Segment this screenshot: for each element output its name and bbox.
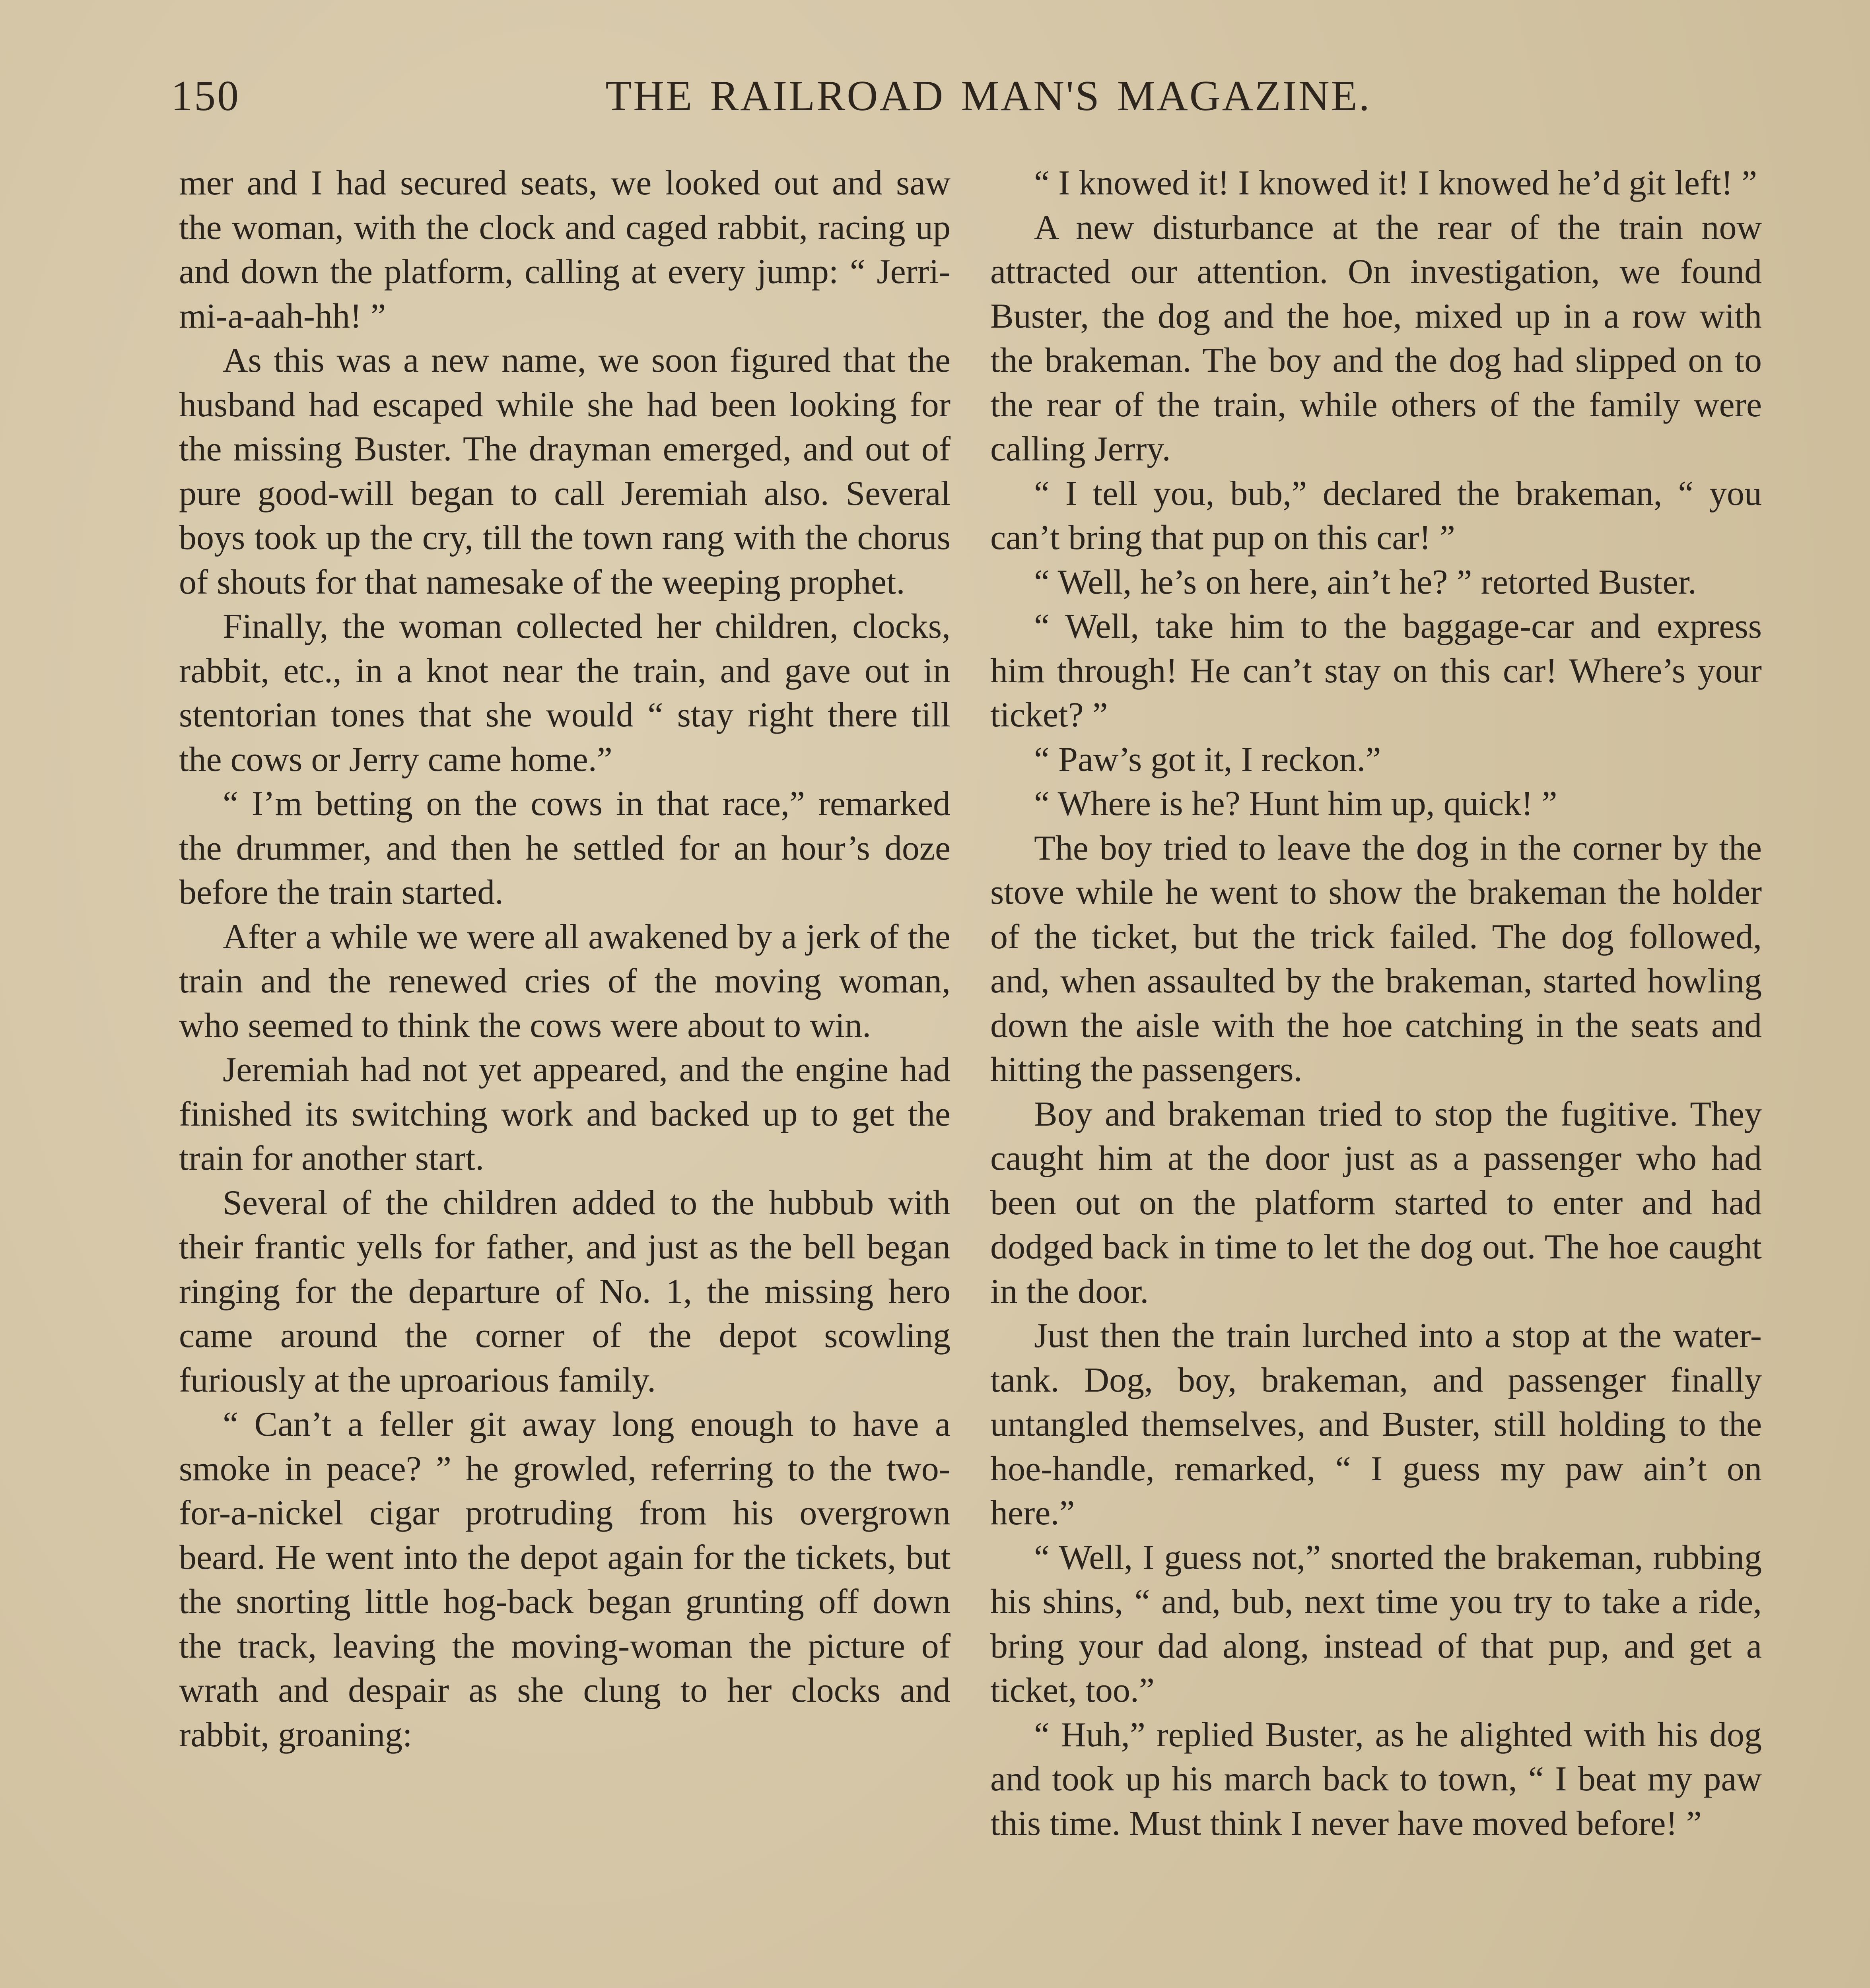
paragraph: As this was a new name, we soon figured that the husband had escaped while she had been looking for the missing Buster. The drayman emerged, and out of pure good-will began to call Jeremiah also. Several boys took up the cry, till the town rang with the chorus of shouts for that namesake of the weeping prophet. (179, 341, 951, 602)
right-column (990, 161, 1762, 1846)
paragraph: The boy tried to leave the dog in the corner by the stove while he went to show the brakeman the holder of the ticket, but the trick failed. The dog followed, and, when assaulted by the brakeman, started howling down the aisle with the hoe catching in the seats and hitting the passengers. (990, 829, 1762, 1089)
paragraph: After a while we were all awakened by a jerk of the train and the renewed cries of the moving woman, who seemed to think the cows were about to win. (179, 917, 951, 1045)
paragraph: “ I’m betting on the cows in that race,” remarked the drummer, and then he settled for an hour’s doze before the train started. (179, 784, 951, 912)
paragraph: “ Where is he? Hunt him up, quick! ” (1034, 784, 1557, 823)
paragraph: Boy and brakeman tried to stop the fugitive. They caught him at the door just as a passenger who had been out on the platform started to enter and had dodged back in time to let the dog out. The hoe caught in the door. (990, 1095, 1762, 1311)
paragraph: “ Can’t a feller git away long enough to have a smoke in peace? ” he growled, referring to the two-for-a-nickel cigar protruding from his overgrown beard. He went into the depot again for the tickets, but the snorting little hog-back began grunting off down the track, leaving the moving-woman the picture of wrath and despair as she clung to her clocks and rabbit, groaning: (179, 1405, 951, 1754)
paragraph: Jeremiah had not yet appeared, and the engine had finished its switching work and backed up to get the train for another start. (179, 1050, 951, 1178)
paragraph: “ Paw’s got it, I reckon.” (1034, 740, 1381, 779)
paragraph: “ I tell you, bub,” declared the brakeman, “ you can’t bring that pup on this car! ” (990, 474, 1762, 557)
paragraph: “ Well, I guess not,” snorted the brakeman, rubbing his shins, “ and, bub, next time you try to take a ride, bring your dad along, instead of that pup, and get a ticket, too.” (990, 1538, 1762, 1710)
left-column (179, 161, 951, 1757)
paragraph: “ Well, he’s on here, ain’t he? ” retorted Buster. (1034, 563, 1697, 602)
page-header (171, 60, 1758, 131)
paragraph: Just then the train lurched into a stop at the water-tank. Dog, boy, brakeman, and passenger finally untangled themselves, and Buster, still holding to the hoe-handle, remarked, “ I guess my paw ain’t on here.” (990, 1316, 1762, 1532)
paragraph: Finally, the woman collected her children, clocks, rabbit, etc., in a knot near the train, and gave out in stentorian tones that she would “ stay right there till the cows or Jerry came home.” (179, 607, 951, 779)
paragraph: “ I knowed it! I knowed it! I knowed he’d git left! ” (1034, 164, 1757, 202)
page-number: 150 (171, 72, 240, 120)
paragraph: “ Huh,” replied Buster, as he alighted with his dog and took up his march back to town, “ I beat my paw this time. Must think I never have moved before! ” (990, 1715, 1762, 1843)
paragraph: “ Well, take him to the baggage-car and express him through! He can’t stay on this car! Where’s your ticket? ” (990, 607, 1762, 734)
running-title: THE RAILROAD MAN'S MAGAZINE. (605, 72, 1371, 120)
paragraph: Several of the children added to the hubbub with their frantic yells for father, and just as the bell began ringing for the departure of No. 1, the missing hero came around the corner of the depot scowling furiously at the uproarious family. (179, 1183, 951, 1400)
paragraph: A new disturbance at the rear of the train now attracted our attention. On investigation, we found Buster, the dog and the hoe, mixed up in a row with the brakeman. The boy and the dog had slipped on to the rear of the train, while others of the family were calling Jerry. (990, 208, 1762, 468)
paragraph: mer and I had secured seats, we looked out and saw the woman, with the clock and caged rabbit, racing up and down the platform, calling at every jump: “ Jerri-mi-a-aah-hh! ” (179, 164, 951, 336)
